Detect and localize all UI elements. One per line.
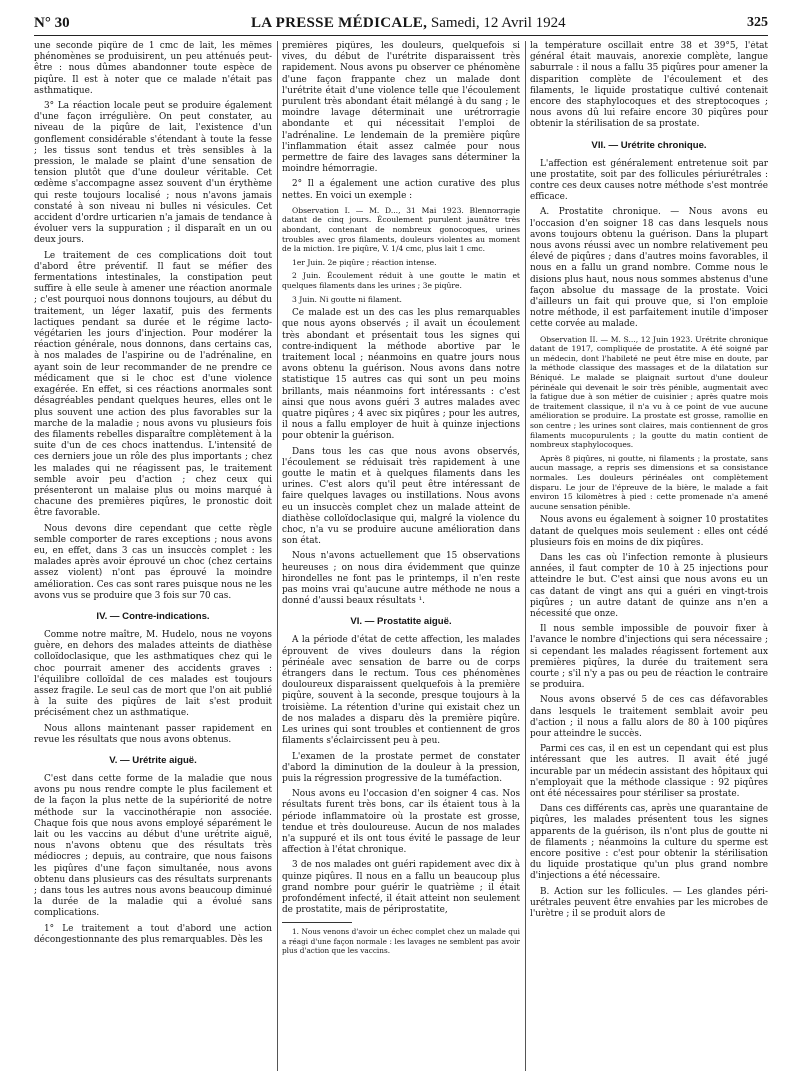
paragraph: Nous allons maintenant passer rapidement en revue les résultats que nous avons obtenus. xyxy=(34,723,272,745)
paragraph: A. Prostatite chronique. — Nous avons eu l'occasion d'en soigner 18 cas dans lesquels nous avons toujours obtenu la guérison. Dans la plupart nous avons réussi avec un nombre relativement peu élevé de piqûres ; dans d'autres moins favorables, il nous en a fallu un grand nombre. Comme nous le disions plus haut, nous nous sommes abstenus d'une façon absolue du massage de la prostate. Voici d'ailleurs un fait qui prouve que, si l'on emploie notre méthode, il est parfaitement inutile d'imposer cette corvée au malade. xyxy=(530,207,768,330)
paragraph: Ce malade est un des cas les plus remarquables que nous ayons observés ; il avait un écoulement très abondant et présentait tous les signes qui contre-indiquent la méthode abortive par le traitement local ; néanmoins en quatre jours nous avons obtenu la guérison. Nous avons dans notre statistique 15 autres cas qui sont un peu moins brillants, mais néanmoins fort intéressants : c'est ainsi que nous avons guéri 3 autres malades avec quatre piqûres ; 4 avec six piqûres ; pour les autres, il nous a fallu employer de huit à quinze injections pour obtenir la guérison. xyxy=(282,308,520,442)
journal-name: LA PRESSE MÉDICALE, xyxy=(250,14,428,31)
observation-text: Observation I. — M. D..., 31 Mai 1923. Blennorragie datant de cinq jours. Écoulement purulent jaunâtre très abondant, contenant de nombreux gonocoques, urines troubles avec gros filaments, douleurs violentes au moment de la miction. 1re piqûre, V. 1/4 cmc, plus lait 1 cmc. xyxy=(282,205,520,254)
paragraph: Nous devons dire cependant que cette règle semble comporter de rares exceptions ; nous avons eu, en effet, dans 3 cas un insuccès complet : les malades après avoir éprouvé un choc (chez certains assez violent) n'ont pas éprouvé la moindre amélioration. Ces cas sont rares puisque nous ne les avons vus se produire que 3 fois sur 70 cas. xyxy=(34,523,272,601)
footnote: 1. Nous venons d'avoir un échec complet chez un malade qui a réagi d'une façon normale : les lavages ne semblent pas avoir plus d'action que les vaccins. xyxy=(282,927,520,955)
footnote-rule xyxy=(282,922,352,923)
paragraph: une seconde piqûre de 1 cmc de lait, les mêmes phénomènes se produisirent, un peu atténués peut-être : nous dûmes abandonner toute espèce de piqûre. Il est à noter que ce malade n'était pas asthmatique. xyxy=(34,41,272,96)
column-divider xyxy=(277,41,278,1071)
observation-text: 3 Juin. Ni goutte ni filament. xyxy=(292,294,402,304)
paragraph: premières piqûres, les douleurs, quelquefois si vives, du début de l'urétrite disparaissent très rapidement. Nous avons pu observer ce phénomène d'une façon frappante chez un malade dont l'urétrite était d'une violence telle que l'écoulement purulent très abondant était mélangé à du sang ; le moindre lavage déterminait une urétrorragie abondante et qui nécessitait l'emploi de l'adrénaline. Le lendemain de la première piqûre l'inflammation était assez calmée pour nous permettre de faire des lavages sans déterminer la moindre hémorragie. xyxy=(282,41,520,175)
paragraph: L'examen de la prostate permet de constater d'abord la diminution de la douleur à la pression, puis la régression progressive de la tuméfaction. xyxy=(282,751,520,784)
paragraph: 3 de nos malades ont guéri rapidement avec dix à quinze piqûres. Il nous en a fallu un beaucoup plus grand nombre pour guérir le quatrième ; il était profondément infecté, il était atteint non seulement de prostatite, mais de périprostatite, xyxy=(282,860,520,916)
column-3 xyxy=(530,41,768,1077)
page-number: 325 xyxy=(746,15,768,30)
section-heading: V. — Urétrite aiguë. xyxy=(109,754,197,766)
page-header xyxy=(34,12,768,34)
header-rule xyxy=(34,35,768,36)
paragraph: A la période d'état de cette affection, les malades éprouvent de vives douleurs dans la région périnéale avec sensation de barre ou de corps étrangers dans le rectum. Tous ces phénomènes douloureux disparaissent quelquefois à la première piqûre, souvent à la seconde, presque toujours à la troisième. La rétention d'urine qui existait chez un de nos malades a disparu dès la première piqûre. Les urines qui sont troubles et contiennent de gros filaments s'éclaircissent peu à peu. xyxy=(282,635,520,747)
paragraph: Dans ces différents cas, après une quarantaine de piqûres, les malades présentent tous les signes apparents de la guérison, ils n'ont plus de goutte ni de filaments ; néanmoins la culture du sperme est encore positive : c'est pour obtenir la stérilisation du liquide prostatique qu'un plus grand nombre d'injections a été nécessaire. xyxy=(530,804,768,882)
paragraph: Le traitement de ces complications doit tout d'abord être préventif. Il faut se méfier des fermentations intestinales, la constipation peut suffire à elle seule à amener une réaction anormale ; c'est pourquoi nous donnons toujours, au début du traitement, un léger laxatif, puis des ferments lactiques pendant sa durée et le régime lacto-végétarien les jours d'injection. Pour modérer la réaction générale, nous donnons, dans certains cas, à nos malades de l'aspirine ou de l'adrénaline, en ayant soin de leur recommander de ne prendre ce médicament que si le choc est d'une violence exagérée. En effet, si ces réactions anormales sont désagréables pendant quelques heures, elles ont le plus souvent une action des plus favorables sur la marche de la maladie ; nous avons vu plusieurs fois des filaments rebelles disparaître complètement à la suite d'un de ces chocs inattendus. L'intensité de ces derniers joue un rôle des plus importants ; chez les malades qui ne réagissent pas, le traitement semble avoir peu d'action ; chez ceux qui présenteront un malaise plus ou moins marqué à chacune des premières piqûres, le pronostic doit être favorable. xyxy=(34,250,272,519)
paragraph: 1° Le traitement a tout d'abord une action décongestionnante des plus remarquables. Dès les xyxy=(34,923,272,945)
paragraph: Dans les cas où l'infection remonte à plusieurs années, il faut compter de 10 à 25 injections pour atteindre le but. C'est ainsi que nous avons eu un cas datant de vingt ans qui a guéri en vingt-trois piqûres ; un autre datant de quinze ans n'en a nécessité que onze. xyxy=(530,552,768,619)
observation-text: 1er Juin. 2e piqûre ; réaction intense. xyxy=(292,257,437,267)
paragraph: Comme notre maître, M. Hudelo, nous ne voyons guère, en dehors des malades atteints de diathèse colloïdoclasique, que les asthmatiques chez qui le choc pourrait amener des accidents graves : l'équilibre colloïdal de ces malades est toujours assez fragile. Le seul cas de mort que l'on ait publié à la suite des piqûres de lait s'est produit précisément chez un asthmatique. xyxy=(34,629,272,719)
paragraph: la température oscillait entre 38 et 39°5, l'état général était mauvais, anorexie complète, langue saburrale : il nous a fallu 35 piqûres pour amener la disparition complète de l'écoulement et des filaments, le liquide prostatique cultivé contenait encore des staphylocoques et des streptocoques ; nous avons dû lui refaire encore 30 piqûres pour obtenir la stérilisation de sa prostate. xyxy=(530,41,768,130)
paragraph: Nous avons eu l'occasion d'en soigner 4 cas. Nos résultats furent très bons, car ils étaient tous à la période inflammatoire où la prostate est grosse, tendue et très douloureuse. Aucun de nos malades n'a suppuré et ils ont tous évité le passage de leur affection à l'état chronique. xyxy=(282,789,520,856)
paragraph: Parmi ces cas, il en est un cependant qui est plus intéressant que les autres. Il avait été jugé incurable par un médecin assistant des hôpitaux qui n'employait que la méthode classique : 92 piqûres ont été nécessaires pour stériliser sa prostate. xyxy=(530,744,768,800)
section-heading: VI. — Prostatite aiguë. xyxy=(350,616,452,628)
paragraph: Nous avons observé 5 de ces cas défavorables dans lesquels le traitement semblait avoir peu d'action ; il nous a fallu alors de 80 à 100 piqûres pour atteindre le succès. xyxy=(530,695,768,740)
column-1 xyxy=(34,41,272,1077)
column-2 xyxy=(282,41,520,1077)
observation-text: 2 Juin. Écoulement réduit à une goutte le matin et quelques filaments dans les urines ; 3e piqûre. xyxy=(282,271,520,290)
paragraph: C'est dans cette forme de la maladie que nous avons pu nous rendre compte le plus facilement et de la façon la plus nette de la supériorité de notre méthode sur la vaccinothérapie non associée. Chaque fois que nous avons employé séparément le lait ou les vaccins au début d'une urétrite aiguë, nous n'avons obtenu que des résultats très médiocres ; depuis, au contraire, que nous faisons les piqûres d'une façon simultanée, nous avons obtenu dans plusieurs cas des résultats surprenants ; dans tous les autres nous avons beaucoup diminué la durée de la maladie qui a évolué sans complications. xyxy=(34,773,272,919)
paragraph: B. Action sur les follicules. — Les glandes péri-urétrales peuvent être envahies par les microbes de l'urètre ; il se produit alors de xyxy=(530,886,768,920)
section-heading: VII. — Urétrite chronique. xyxy=(591,139,707,151)
observation-text: Observation II. — M. S..., 12 Juin 1923. Urétrite chronique datant de 1917, compliquée de prostatite. A été soigné par un médecin, dont l'habileté ne peut être mise en doute, par la méthode classique des massages et de la dilatation sur Béniqué. Le malade se plaignait surtout d'une douleur périnéale qui devenait le soir très pénible, augmentait avec la fatigue due à son métier de cuisinier ; après quatre mois de traitement classique, il n'a vu à ce point de vue aucune amélioration se produire. La prostate est grosse, ramollie en son centre ; les urines sont claires, mais contiennent de gros filaments mucopurulents ; la goutte du matin contient de nombreux staphylocoques. xyxy=(530,334,768,450)
section-heading: IV. — Contre-indications. xyxy=(96,610,210,622)
paragraph: Nous n'avons actuellement que 15 observations heureuses ; on nous dira évidemment que quinze hirondelles ne font pas le printemps, il n'en reste pas moins vrai qu'aucune autre méthode ne nous a donné d'aussi beaux résultats ¹. xyxy=(282,551,520,607)
paragraph: Nous avons eu également à soigner 10 prostatites datant de quelques mois seulement : elles ont cédé plusieurs fois en moins de dix piqûres. xyxy=(530,515,768,548)
issue-number: N° 30 xyxy=(34,14,70,31)
paragraph: L'affection est généralement entretenue soit par une prostatite, soit par des follicules périurétrales : contre ces deux causes notre méthode s'est montrée efficace. xyxy=(530,158,768,203)
paragraph: 2° Il a également une action curative des plus nettes. En voici un exemple : xyxy=(282,179,520,201)
observation-text: Après 8 piqûres, ni goutte, ni filaments ; la prostate, sans aucun massage, a repris ses dimensions et sa consistance normales. Les douleurs périnéales ont complètement disparu. Le jour de l'épreuve de la bière, le malade a fait environ 15 kilomètres à pied : cette promenade n'a amené aucune sensation pénible. xyxy=(530,453,768,511)
paragraph: Dans tous les cas que nous avons observés, l'écoulement se réduisait très rapidement à une goutte le matin et à quelques filaments dans les urines. C'est alors qu'il peut être intéressant de faire quelques lavages ou instillations. Nous avons eu un insuccès complet chez un malade atteint de diathèse colloïdoclasique qui, malgré la violence du choc, n'a vu se produire aucune amélioration dans son état. xyxy=(282,446,520,547)
paragraph: 3° La réaction locale peut se produire également d'une façon irrégulière. On peut constater, au niveau de la piqûre de lait, l'existence d'un gonflement considérable s'étendant à toute la fesse ; les tissus sont tendus et très sensibles à la pression, le malade se plaint d'une sensation de tension plutôt que d'une douleur véritable. Cet œdème s'accompagne assez souvent d'un érythème qui reste toujours localisé ; nous n'avons jamais constaté à son niveau ni bulles ni vésicules. Cet accident d'ordre urticarien n'a jamais de tendance à évoluer vers la suppuration ; il disparaît en un ou deux jours. xyxy=(34,101,272,246)
column-divider xyxy=(525,41,526,1071)
paragraph: Il nous semble impossible de pouvoir fixer à l'avance le nombre d'injections qui sera nécessaire ; si cependant les malades réagissent fortement aux premières piqûres, la durée du traitement sera courte ; s'il n'y a pas ou peu de réaction le contraire se produira. xyxy=(530,624,768,691)
issue-date: Samedi, 12 Avril 1924 xyxy=(430,14,566,31)
journal-title xyxy=(251,15,566,32)
